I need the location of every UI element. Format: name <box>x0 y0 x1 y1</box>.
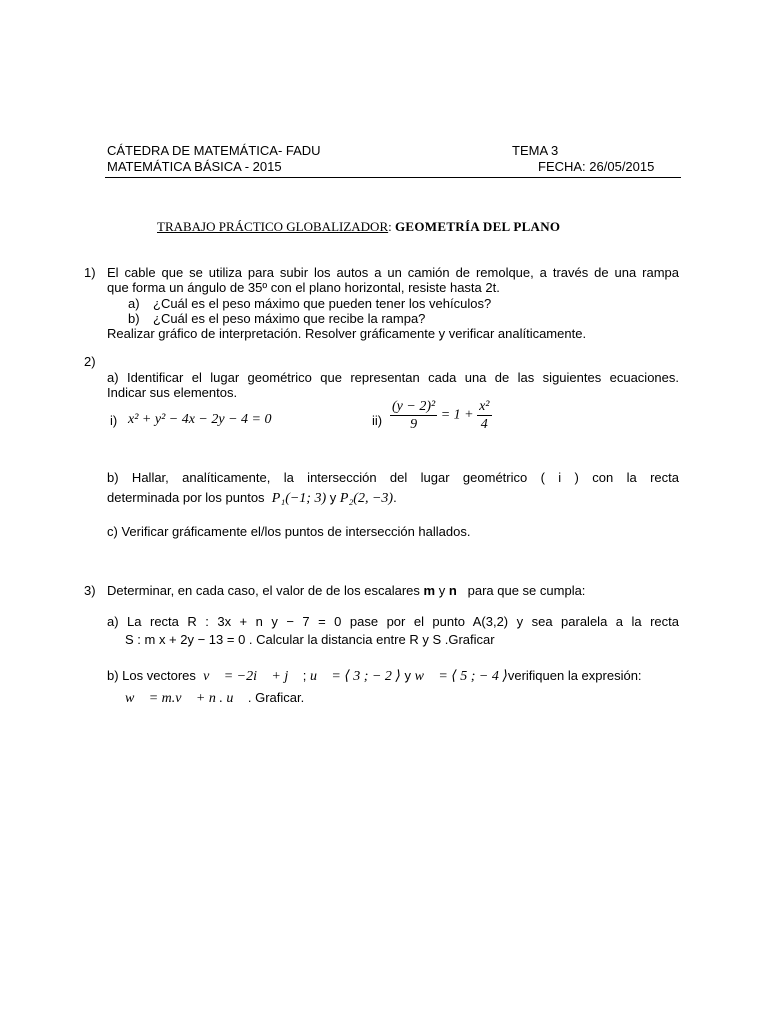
q3-b-y: y <box>404 668 411 683</box>
q1-a-label: a) <box>128 296 140 311</box>
vector-expression: w⃗ = m.v⃗ + n . u⃗ <box>125 691 245 706</box>
header-course: CÁTEDRA DE MATEMÁTICA- FADU <box>107 143 321 158</box>
q2-eq-ii <box>390 398 492 433</box>
q1-line1: El cable que se utiliza para subir los autos a un camión de remolque, a través de una rampa <box>107 265 679 280</box>
q2-b-line2-text: determinada por los puntos <box>107 490 265 505</box>
vector-u: u⃗ = ⟨ 3 ; − 2 ⟩ <box>310 669 401 684</box>
header-tema: TEMA 3 <box>512 143 559 158</box>
eq-ii-right-fraction <box>477 398 491 433</box>
q1-number: 1) <box>84 265 96 280</box>
eq-ii-left-num: (y − 2)² <box>392 399 436 414</box>
eq-ii-mid: = 1 + <box>440 407 474 423</box>
q1-b-label: b) <box>128 311 140 326</box>
q3-intro <box>107 583 585 598</box>
q3-b-sep: ; <box>302 668 307 683</box>
q1-line2: que forma un ángulo de 35º con el plano horizontal, resiste hasta 2t. <box>107 280 500 295</box>
q3-a-line1: a) La recta R : 3x + n y − 7 = 0 pase por el punto A(3,2) y sea paralela a la recta <box>107 614 679 629</box>
q3-a-line2: S : m x + 2y − 13 = 0 . Calcular la distancia entre R y S .Graficar <box>125 632 495 647</box>
q2-number: 2) <box>84 354 96 369</box>
q3-intro-text: Determinar, en cada caso, el valor de de los escalares <box>107 583 420 598</box>
q3-intro-end: para que se cumpla: <box>467 583 586 598</box>
q3-intro-y: y <box>438 583 446 598</box>
q3-number: 3) <box>84 583 96 598</box>
header-divider <box>105 177 681 178</box>
q3-b-expr-end: . Graficar. <box>247 690 305 705</box>
title-underlined: TRABAJO PRÁCTICO GLOBALIZADOR <box>157 219 389 234</box>
title-separator: : <box>388 219 392 234</box>
header-subject: MATEMÁTICA BÁSICA - 2015 <box>107 159 282 174</box>
vector-w: w⃗ = ⟨ 5 ; − 4 ⟩ <box>414 669 508 684</box>
q1-b-text: ¿Cuál es el peso máximo que recibe la rampa? <box>153 311 426 326</box>
q2-b-line2 <box>107 490 397 506</box>
point-p2: P₂(2, −3) <box>339 491 394 506</box>
q2-c-text: c) Verificar gráficamente el/los puntos de intersección hallados. <box>107 524 471 539</box>
point-p1: P₁(−1; 3) <box>271 491 327 506</box>
header-fecha: FECHA: 26/05/2015 <box>538 159 655 174</box>
q2-eq-i-label: i) <box>110 413 118 428</box>
q3-b-line2 <box>125 690 304 706</box>
q2-eq-ii-label: ii) <box>372 413 383 428</box>
q1-a-text: ¿Cuál es el peso máximo que pueden tener los vehículos? <box>153 296 492 311</box>
q2-b-line1: b) Hallar, analíticamente, la intersección del lugar geométrico ( i ) con la recta <box>107 470 679 485</box>
q3-b-line1 <box>107 668 642 684</box>
vector-v: v⃗ = −2i⃗ + j⃗ <box>203 669 300 684</box>
eq-ii-right-num: x² <box>479 399 490 414</box>
eq-ii-left-den: 9 <box>410 417 418 432</box>
q1-closing: Realizar gráfico de interpretación. Resolver gráficamente y verificar analíticamente. <box>107 326 587 341</box>
q2-b-y: y <box>329 490 337 505</box>
q3-b-line1-end: verifiquen la expresión: <box>507 668 642 683</box>
q2-a-line2: Indicar sus elementos. <box>107 385 238 400</box>
q2-eq-i: x² + y² − 4x − 2y − 4 = 0 <box>128 412 272 427</box>
q3-b-prefix: b) Los vectores <box>107 668 196 683</box>
eq-ii-left-fraction <box>390 398 437 433</box>
q2-a-line1: a) Identificar el lugar geométrico que representan cada una de las siguientes ecuaciones. <box>107 370 679 385</box>
page-title <box>157 219 560 234</box>
q3-scalar-m: m <box>423 583 436 598</box>
title-bold: GEOMETRÍA DEL PLANO <box>395 219 561 234</box>
q3-scalar-n: n <box>448 583 457 598</box>
eq-ii-right-den: 4 <box>480 417 488 432</box>
q2-b-end: . <box>393 490 397 505</box>
